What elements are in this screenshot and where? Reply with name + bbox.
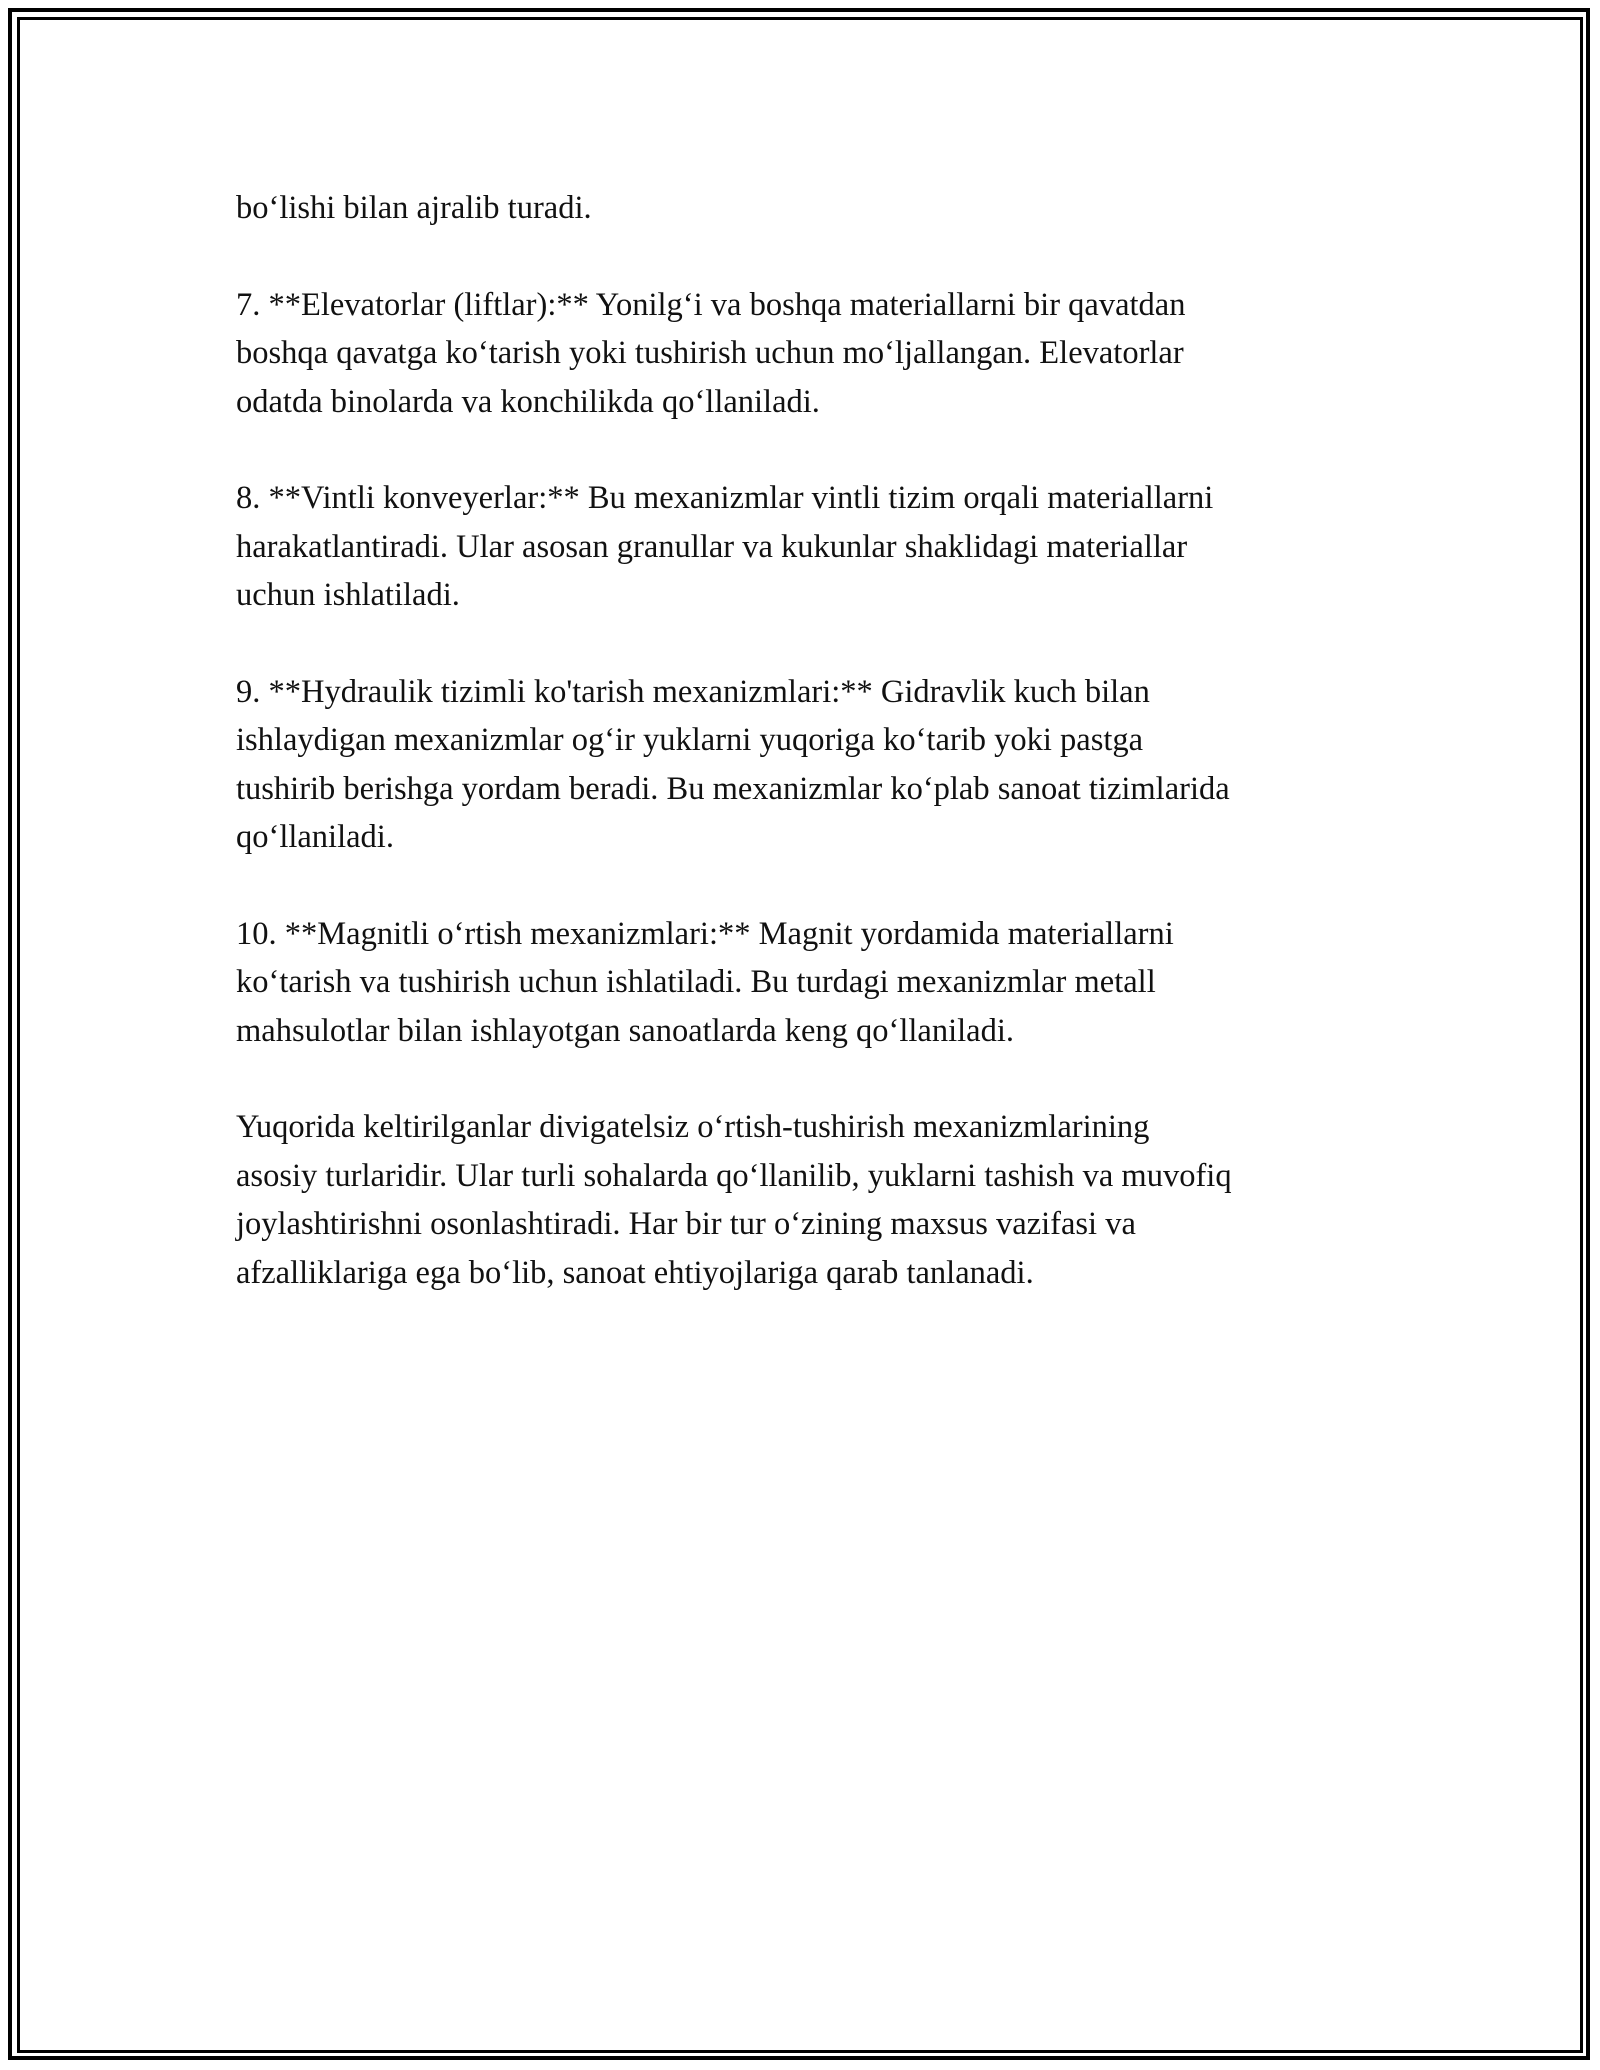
- paragraph-item-9-hydraulic-lifts: 9. **Hydraulik tizimli ko'tarish mexanizmlari:** Gidravlik kuch bilan ishlaydigan mexanizmlar og‘ir yuklarni yuqoriga ko‘tarib yoki pastga tushirib berishga yordam beradi. Bu mexanizmlar ko‘plab sanoat tizimlarida qo‘llaniladi.: [236, 673, 1230, 855]
- paragraph-item-10-magnetic-lifts: 10. **Magnitli o‘rtish mexanizmlari:** Magnit yordamida materiallarni ko‘tarish va tushirish uchun ishlatiladi. Bu turdagi mexanizmlar metall mahsulotlar bilan ishlayotgan sanoatlarda keng qo‘llaniladi.: [236, 915, 1174, 1049]
- paragraph-continuation: bo‘lishi bilan ajralib turadi.: [236, 190, 592, 226]
- paragraph-item-8-screw-conveyors: 8. **Vintli konveyerlar:** Bu mexanizmlar vintli tizim orqali materiallarni harakatlantiradi. Ular asosan granullar va kukunlar shaklidagi materiallar uchun ishlatiladi.: [236, 480, 1214, 613]
- paragraph-conclusion: Yuqorida keltirilganlar divigatelsiz o‘rtish-tushirish mexanizmlarining asosiy turlaridir. Ular turli sohalarda qo‘llanilib, yuklarni tashish va muvofiq joylashtirishni osonlashtiradi. Har bir tur o‘zining maxsus vazifasi va afzalliklariga ega bo‘lib, sanoat ehtiyojlariga qarab tanlanadi.: [236, 1109, 1232, 1291]
- paragraph-item-7-elevators: 7. **Elevatorlar (liftlar):** Yonilg‘i va boshqa materiallarni bir qavatdan boshqa qavatga ko‘tarish yoki tushirish uchun mo‘ljallangan. Elevatorlar odatda binolarda va konchilikda qo‘llaniladi.: [236, 286, 1186, 420]
- document-body: [236, 184, 1396, 1345]
